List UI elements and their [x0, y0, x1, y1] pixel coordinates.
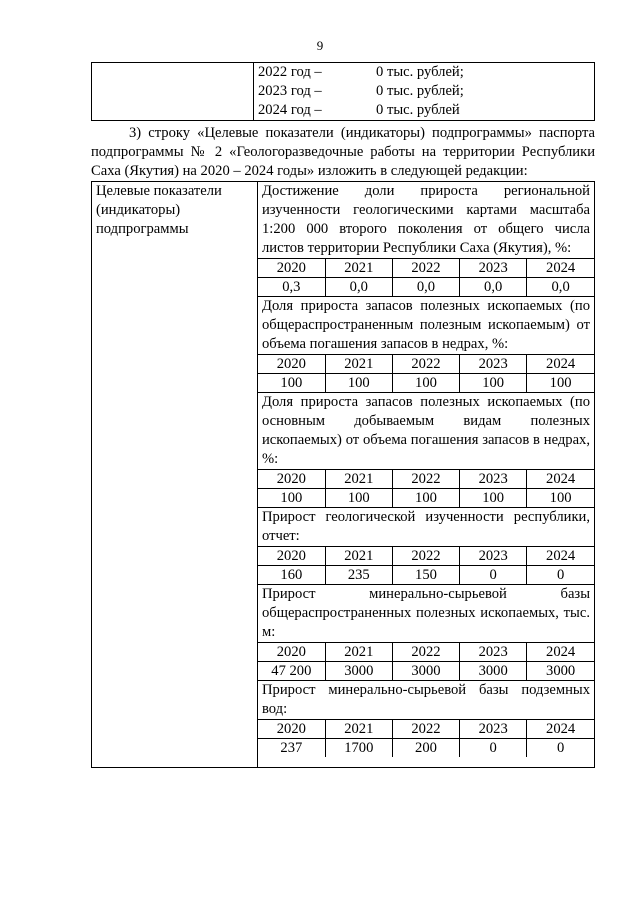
budget-amount: 0 тыс. рублей;: [376, 64, 464, 80]
indicator-years-table: [258, 258, 594, 297]
value-cell: 100: [392, 374, 459, 393]
value-cell: 100: [460, 374, 527, 393]
value-cell: 0,0: [527, 278, 594, 297]
value-cell: 0: [460, 739, 527, 758]
budget-line: [258, 82, 594, 101]
budget-year: 2022 год –: [258, 64, 322, 80]
year-cell: 2024: [527, 720, 594, 739]
budget-line: [258, 101, 594, 120]
value-cell: 0: [460, 566, 527, 585]
indicator-text: Достижение доли прироста региональной изученности геологическими картами масштаба 1:200 000 второго поколения от общего числа листов территории Республики Саха (Якутия), %:: [262, 183, 590, 256]
value-cell: 1700: [325, 739, 392, 758]
budget-year: 2024 год –: [258, 102, 322, 118]
budget-year: 2023 год –: [258, 83, 322, 99]
value-cell: 100: [527, 489, 594, 508]
year-cell: 2021: [325, 547, 392, 566]
year-cell: 2023: [460, 470, 527, 489]
indicators-cell: [258, 182, 595, 768]
value-cell: 0: [527, 566, 594, 585]
year-cell: 2021: [325, 720, 392, 739]
indicator-years-table: [258, 719, 594, 757]
value-cell: 100: [258, 374, 325, 393]
year-cell: 2022: [392, 355, 459, 374]
value-cell: 100: [460, 489, 527, 508]
value-cell: 160: [258, 566, 325, 585]
year-cell: 2023: [460, 355, 527, 374]
page-number: 9: [316, 38, 324, 53]
year-cell: 2023: [460, 643, 527, 662]
value-cell: 3000: [392, 662, 459, 681]
value-cell: 200: [392, 739, 459, 758]
indicator-years-table: [258, 354, 594, 393]
indicator-years-table: [258, 642, 594, 681]
year-cell: 2020: [258, 355, 325, 374]
budget-continuation-table: [91, 62, 595, 121]
value-cell: 100: [258, 489, 325, 508]
indicator-text: Прирост минерально-сырьевой базы общераспространенных полезных ископаемых, тыс. м:: [262, 586, 590, 640]
indicator-text: Доля прироста запасов полезных ископаемых (по основным добываемым видам полезных ископаемых) от объема погашения запасов в недрах, %:: [262, 394, 590, 467]
year-cell: 2021: [325, 643, 392, 662]
year-cell: 2020: [258, 547, 325, 566]
indicator-years-table: [258, 469, 594, 508]
year-cell: 2022: [392, 643, 459, 662]
value-cell: 3000: [460, 662, 527, 681]
value-cell: 3000: [527, 662, 594, 681]
year-cell: 2022: [392, 720, 459, 739]
value-cell: 0,0: [392, 278, 459, 297]
year-cell: 2022: [392, 259, 459, 278]
year-cell: 2024: [527, 547, 594, 566]
row-label: Целевые показатели (индикаторы) подпрограммы: [96, 183, 222, 237]
value-cell: 0,3: [258, 278, 325, 297]
year-cell: 2020: [258, 720, 325, 739]
year-cell: 2024: [527, 259, 594, 278]
value-cell: 150: [392, 566, 459, 585]
year-cell: 2022: [392, 547, 459, 566]
year-cell: 2023: [460, 547, 527, 566]
amendment-paragraph: [91, 124, 595, 181]
value-cell: 100: [325, 489, 392, 508]
value-cell: 100: [527, 374, 594, 393]
year-cell: 2024: [527, 643, 594, 662]
year-cell: 2021: [325, 470, 392, 489]
budget-cell: [254, 63, 595, 121]
indicator-text: Доля прироста запасов полезных ископаемых (по общераспространенным полезным ископаемым) от объема погашения запасов в недрах, %:: [262, 298, 590, 352]
value-cell: 47 200: [258, 662, 325, 681]
value-cell: 0,0: [325, 278, 392, 297]
empty-label-cell: [92, 63, 254, 121]
year-cell: 2023: [460, 720, 527, 739]
value-cell: 3000: [325, 662, 392, 681]
indicator-text: Прирост минерально-сырьевой базы подземных вод:: [262, 682, 590, 717]
year-cell: 2020: [258, 259, 325, 278]
amendment-text: 3) строку «Целевые показатели (индикаторы) подпрограммы» паспорта подпрограммы № 2 «Геологоразведочные работы на территории Республики Саха (Якутия) на 2020 – 2024 годы» изложить в следующей редакции:: [91, 125, 595, 179]
indicators-table: [91, 181, 595, 768]
value-cell: 100: [392, 489, 459, 508]
value-cell: 237: [258, 739, 325, 758]
year-cell: 2024: [527, 470, 594, 489]
row-label-cell: [92, 182, 258, 768]
budget-line: [258, 63, 594, 82]
budget-amount: 0 тыс. рублей;: [376, 83, 464, 99]
year-cell: 2020: [258, 470, 325, 489]
year-cell: 2023: [460, 259, 527, 278]
year-cell: 2021: [325, 355, 392, 374]
year-cell: 2024: [527, 355, 594, 374]
indicator-text: Прирост геологической изученности республики, отчет:: [262, 509, 590, 544]
year-cell: 2020: [258, 643, 325, 662]
year-cell: 2021: [325, 259, 392, 278]
budget-amount: 0 тыс. рублей: [376, 102, 460, 118]
indicator-years-table: [258, 546, 594, 585]
value-cell: 0,0: [460, 278, 527, 297]
value-cell: 0: [527, 739, 594, 758]
year-cell: 2022: [392, 470, 459, 489]
value-cell: 100: [325, 374, 392, 393]
value-cell: 235: [325, 566, 392, 585]
